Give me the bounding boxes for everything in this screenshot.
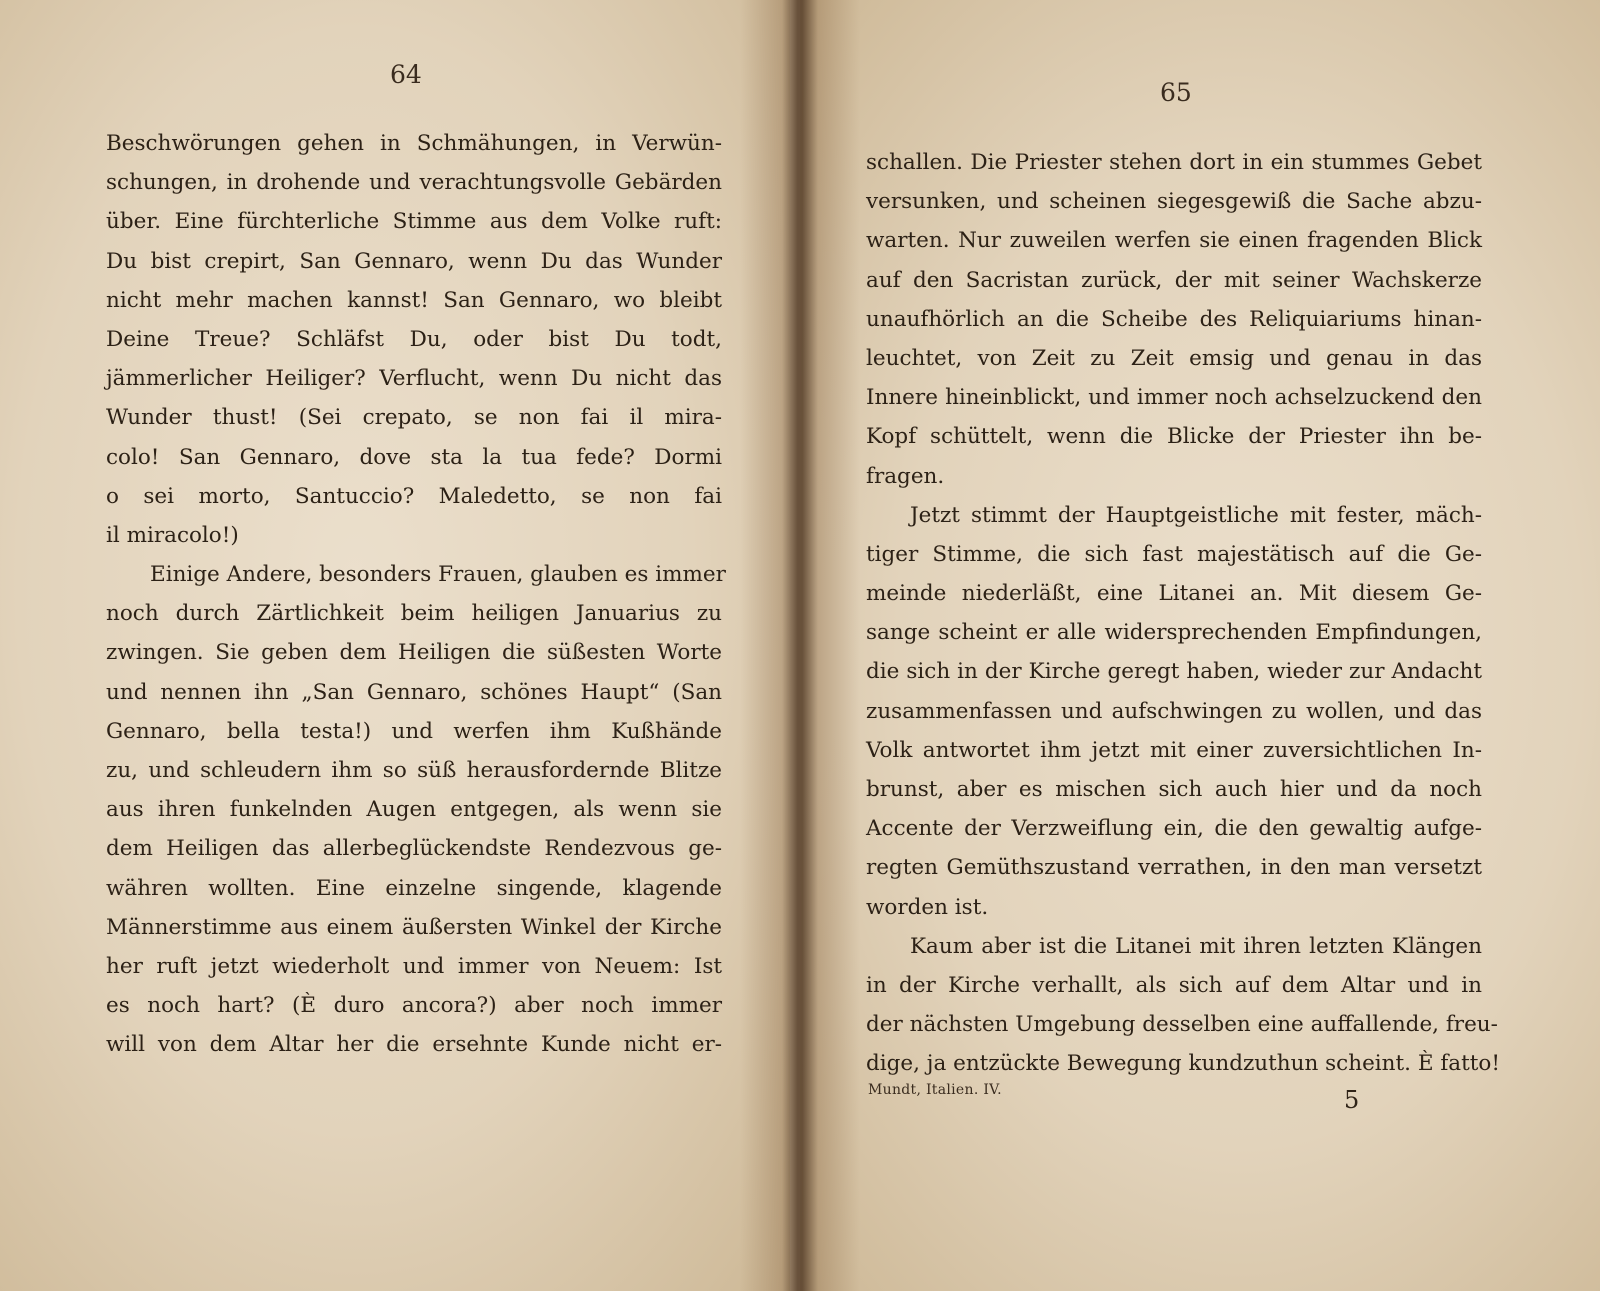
text-line xyxy=(866,888,1482,927)
text-line xyxy=(866,652,1482,691)
text-line xyxy=(866,182,1482,221)
text-line-content: Volk antwortet ihm jetzt mit einer zuversichtlichen In- xyxy=(866,737,1482,763)
text-line-content: es noch hart? (È duro ancora?) aber noch immer xyxy=(106,993,722,1019)
text-line-content: jämmerlicher Heiliger? Verflucht, wenn Du nicht das xyxy=(106,366,722,392)
text-line xyxy=(866,417,1482,456)
text-line-content: o sei morto, Santuccio? Maledetto, se non fai xyxy=(106,483,722,509)
text-line-content: zwingen. Sie geben dem Heiligen die süßesten Worte xyxy=(106,640,722,666)
text-line-content: Jetzt stimmt der Hauptgeistliche mit fester, mäch- xyxy=(910,502,1482,528)
text-line-content: Männerstimme aus einem äußersten Winkel der Kirche xyxy=(106,914,722,940)
text-line xyxy=(866,339,1482,378)
text-line xyxy=(106,398,722,437)
text-line xyxy=(106,790,722,829)
text-line-content: sange scheint er alle widersprechenden Empfindungen, xyxy=(866,620,1482,646)
text-line-content: in der Kirche verhallt, als sich auf dem Altar und in xyxy=(866,972,1482,998)
right-page-text xyxy=(866,143,1500,1084)
text-line-content: auf den Sacristan zurück, der mit seiner Wachskerze xyxy=(866,267,1482,293)
left-page-text xyxy=(106,124,726,1065)
text-line xyxy=(106,438,722,477)
text-line-content: aus ihren funkelnden Augen entgegen, als wenn sie xyxy=(106,797,722,823)
text-line xyxy=(106,633,722,672)
text-line-content: die sich in der Kirche geregt haben, wieder zur Andacht xyxy=(866,659,1482,685)
text-line-content: währen wollten. Eine einzelne singende, klagende xyxy=(106,875,722,901)
text-line xyxy=(106,124,722,163)
text-line xyxy=(866,731,1482,770)
text-line-content: brunst, aber es mischen sich auch hier und da noch xyxy=(866,777,1482,802)
text-line-content: Kopf schüttelt, wenn die Blicke der Priester ihn be- xyxy=(866,424,1482,450)
text-line xyxy=(106,516,722,555)
text-line-content: worden ist. xyxy=(866,894,989,920)
text-line-content: der nächsten Umgebung desselben eine auffallende, freu- xyxy=(866,1012,1498,1038)
text-line-content: Accente der Verzweiflung ein, die den gewaltig aufge- xyxy=(866,816,1482,842)
text-line xyxy=(866,1044,1500,1083)
text-line-content: Gennaro, bella testa!) und werfen ihm Kußhände xyxy=(106,718,722,744)
text-line xyxy=(866,1005,1498,1044)
text-line-content: Innere hineinblickt, und immer noch achselzuckend den xyxy=(866,385,1482,411)
text-line-content: warten. Nur zuweilen werfen sie einen fragenden Blick xyxy=(866,228,1482,254)
text-line xyxy=(866,143,1482,182)
text-line xyxy=(866,300,1482,339)
text-line xyxy=(106,712,722,751)
text-line-content: Beschwörungen gehen in Schmähungen, in Verwün- xyxy=(106,131,722,156)
text-line-content: unaufhörlich an die Scheibe des Reliquiariums hinan- xyxy=(866,306,1482,332)
text-line xyxy=(866,927,1482,966)
text-line xyxy=(106,555,726,594)
text-line xyxy=(866,378,1482,417)
text-line-content: her ruft jetzt wiederholt und immer von Neuem: Ist xyxy=(106,953,722,979)
text-line xyxy=(106,829,722,868)
text-line-content: will von dem Altar her die ersehnte Kunde nicht er- xyxy=(106,1032,722,1058)
text-line xyxy=(866,496,1482,535)
text-line xyxy=(866,457,1482,496)
text-line xyxy=(866,848,1482,887)
text-line-content: meinde niederläßt, eine Litanei an. Mit diesem Ge- xyxy=(866,581,1482,607)
text-line-content: Kaum aber ist die Litanei mit ihren letzten Klängen xyxy=(910,933,1482,959)
text-line xyxy=(866,809,1482,848)
text-line-content: zu, und schleudern ihm so süß herausfordernde Blitze xyxy=(106,758,722,783)
text-line xyxy=(866,613,1482,652)
text-line-content: tiger Stimme, die sich fast majestätisch auf die Ge- xyxy=(866,541,1482,567)
text-line-content: colo! San Gennaro, dove sta la tua fede? Dormi xyxy=(106,444,722,470)
text-line xyxy=(106,359,722,398)
text-line xyxy=(866,535,1482,574)
signature-mark: 5 xyxy=(1344,1086,1360,1114)
text-line-content: Wunder thust! (Sei crepato, se non fai il mira- xyxy=(106,405,722,431)
text-line-content: zusammenfassen und aufschwingen zu wollen, und das xyxy=(866,698,1482,724)
text-line xyxy=(106,594,722,633)
text-line-content: Deine Treue? Schläfst Du, oder bist Du todt, xyxy=(106,326,722,352)
text-line xyxy=(106,477,722,516)
text-line-content: dem Heiligen das allerbeglückendste Rendezvous ge- xyxy=(106,836,722,862)
text-line-content: versunken, und scheinen siegesgewiß die Sache abzu- xyxy=(866,189,1482,215)
text-line xyxy=(866,966,1482,1005)
text-line-content: Du bist crepirt, San Gennaro, wenn Du das Wunder xyxy=(106,248,722,274)
text-line-content: dige, ja entzückte Bewegung kundzuthun scheint. È fatto! xyxy=(866,1051,1500,1077)
text-line xyxy=(866,261,1482,300)
text-line xyxy=(866,692,1482,731)
text-line-content: und nennen ihn „San Gennaro, schönes Haupt“ (San xyxy=(106,679,722,705)
book-gutter xyxy=(740,0,860,1291)
text-line xyxy=(106,751,722,790)
page-number: 64 xyxy=(390,60,422,89)
text-line xyxy=(106,908,722,947)
text-line-content: il miracolo!) xyxy=(106,522,239,548)
right-page xyxy=(800,0,1600,1291)
text-line-content: über. Eine fürchterliche Stimme aus dem Volke ruft: xyxy=(106,209,722,235)
text-line-content: nicht mehr machen kannst! San Gennaro, wo bleibt xyxy=(106,287,722,313)
text-line-content: regten Gemüthszustand verrathen, in den man versetzt xyxy=(866,855,1482,881)
text-line xyxy=(866,574,1482,613)
text-line xyxy=(106,986,722,1025)
text-line-content: leuchtet, von Zeit zu Zeit emsig und genau in das xyxy=(866,345,1482,371)
text-line xyxy=(106,163,722,202)
text-line xyxy=(106,242,722,281)
text-line xyxy=(106,1025,722,1064)
text-line xyxy=(106,281,722,320)
text-line-content: schallen. Die Priester stehen dort in ein stummes Gebet xyxy=(866,150,1482,175)
text-line xyxy=(106,947,722,986)
page-number: 65 xyxy=(1160,78,1192,107)
text-line xyxy=(866,221,1482,260)
text-line-content: fragen. xyxy=(866,463,945,489)
text-line xyxy=(106,673,722,712)
text-line xyxy=(106,320,722,359)
text-line xyxy=(106,869,722,908)
text-line xyxy=(106,202,722,241)
left-page xyxy=(0,0,790,1291)
text-line-content: Einige Andere, besonders Frauen, glauben es immer xyxy=(150,562,726,588)
footer-note: Mundt, Italien. IV. xyxy=(868,1082,1002,1098)
text-line-content: schungen, in drohende und verachtungsvolle Gebärden xyxy=(106,170,722,196)
text-line xyxy=(866,770,1482,809)
text-line-content: noch durch Zärtlichkeit beim heiligen Januarius zu xyxy=(106,601,722,627)
